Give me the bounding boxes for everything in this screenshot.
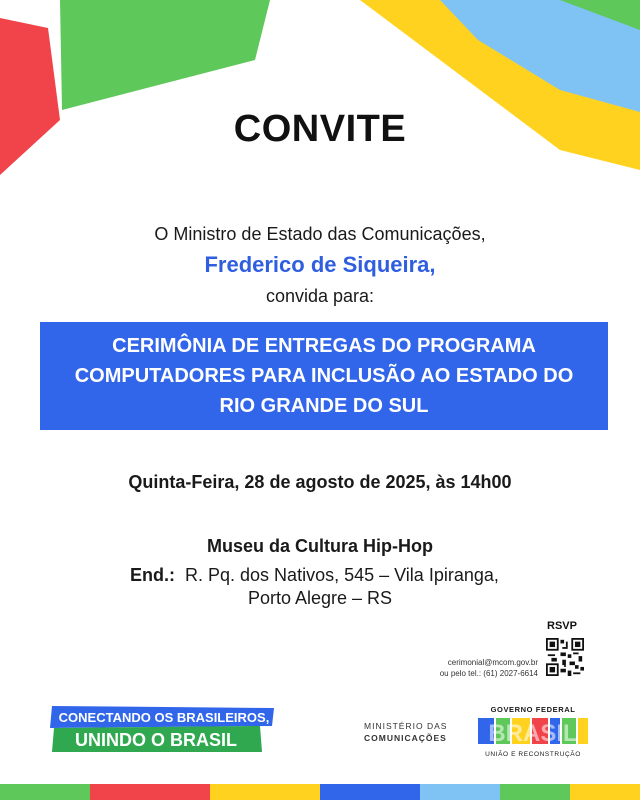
ministry-logo xyxy=(364,720,447,744)
invites-text: convida para: xyxy=(265,286,375,306)
rsvp-label: RSVP xyxy=(547,620,577,632)
event-title-line-1: CERIMÔNIA DE ENTREGAS DO PROGRAMA xyxy=(112,335,536,357)
gov-brasil-word: BRASIL xyxy=(488,720,578,747)
event-title-line-2: COMPUTADORES PARA INCLUSÃO AO ESTADO DO xyxy=(74,365,574,387)
rsvp-email[interactable]: cerimonial@mcom.gov.br xyxy=(447,658,538,667)
government-logo xyxy=(474,704,592,760)
intro-text: O Ministro de Estado das Comunicações, xyxy=(154,224,486,244)
event-banner xyxy=(40,322,608,430)
address-label: End.: xyxy=(130,565,175,585)
bottom-color-strip xyxy=(0,784,640,800)
rsvp-phone: ou pelo tel.: (61) 2027-6614 xyxy=(439,669,538,678)
page-title: CONVITE xyxy=(233,108,407,150)
event-title-line-3: RIO GRANDE DO SUL xyxy=(219,395,429,417)
venue-name: Museu da Cultura Hip-Hop xyxy=(207,536,433,556)
minister-name: Frederico de Siqueira, xyxy=(204,252,436,277)
address-street: R. Pq. dos Nativos, 545 – Vila Ipiranga, xyxy=(185,565,499,585)
gov-tagline: UNIÃO E RECONSTRUÇÃO xyxy=(485,751,581,758)
gov-top-text: GOVERNO FEDERAL xyxy=(490,705,576,714)
ministry-line-2: COMUNICAÇÕES xyxy=(364,733,447,743)
qr-code[interactable] xyxy=(546,638,584,676)
event-date-time: Quinta-Feira, 28 de agosto de 2025, às 14h00 xyxy=(128,472,512,492)
rsvp-contact xyxy=(440,657,538,679)
ministry-line-1: MINISTÉRIO DAS xyxy=(364,721,448,731)
slogan-line-2: UNINDO O BRASIL xyxy=(75,730,237,750)
slogan-badge xyxy=(48,706,280,752)
address-line-2: Porto Alegre – RS xyxy=(247,588,393,608)
slogan-line-1: CONECTANDO OS BRASILEIROS, xyxy=(58,710,270,725)
address-line-1 xyxy=(130,565,499,586)
